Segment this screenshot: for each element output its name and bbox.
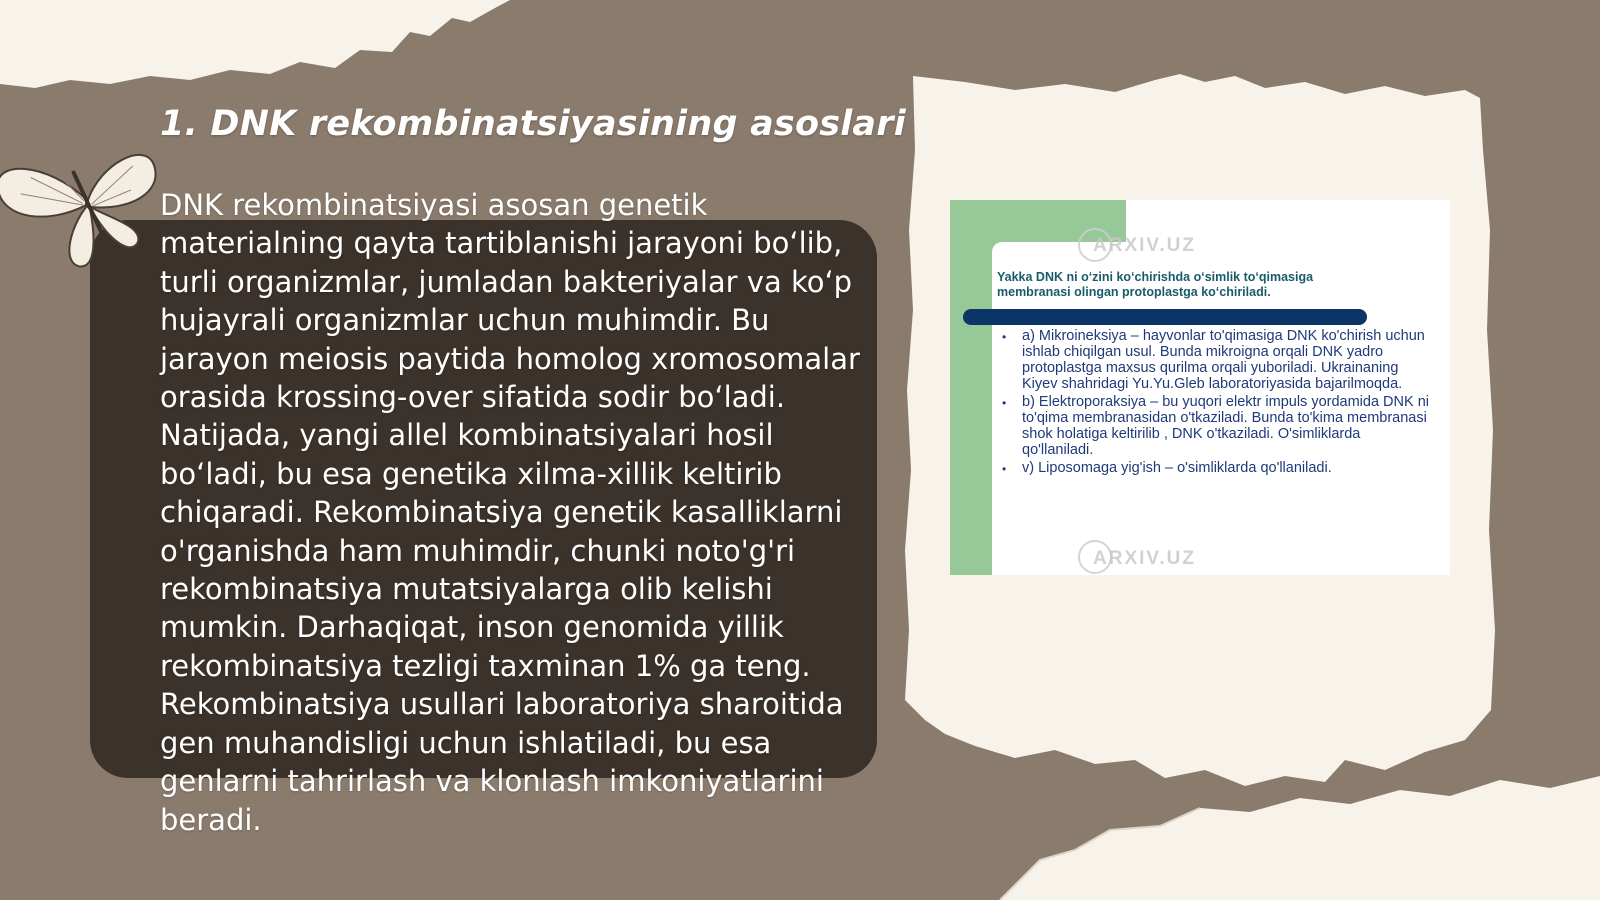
- embedded-list: [1002, 328, 1432, 478]
- embedded-list-item-text: b) Elektroporaksiya – bu yuqori elektr impuls yordamida DNK ni to'qima membranasidan o'tkaziladi. Bunda to'kima membranasi shok holatiga keltirilib , DNK o'tkaziladi. O'simliklarda qo'llaniladi.: [1022, 394, 1429, 458]
- embedded-heading: Yakka DNK ni o‘zini ko‘chirishda o‘simlik to‘qimasiga membranasi olingan protoplastga ko‘chiriladi.: [997, 270, 1314, 299]
- embedded-slide: [950, 200, 1450, 575]
- embedded-list-item: [1002, 394, 1432, 458]
- watermark-bottom: ARXIV.UZ: [1093, 548, 1196, 569]
- butterfly-icon: [0, 110, 170, 280]
- embedded-list-item: [1002, 328, 1432, 392]
- slide-body-text: DNK rekombinatsiyasi asosan genetik materialning qayta tartiblanishi jarayoni bo‘lib, turli organizmlar, jumladan bakteriyalar va ko‘p hujayrali organizmlar uchun muhimdir. Bu jarayon meiosis paytida homolog xromosomalar orasida krossing-over sifatida sodir bo‘ladi. Natijada, yangi allel kombinatsiyalari hosil bo‘ladi, bu esa genetika xilma-xillik keltirib chiqaradi. Rekombinatsiya genetik kasalliklarni o'rganishda ham muhimdir, chunki noto'g'ri rekombinatsiya mutatsiyalarga olib kelishi mumkin. Darhaqiqat, inson genomida yillik rekombinatsiya tezligi taxminan 1% ga teng. Rekombinatsiya usullari laboratoriya sharoitida gen muhandisligi uchun ishlatiladi, bu esa genlarni tahrirlash va klonlash imkoniyatlarini beradi.: [160, 188, 860, 837]
- bullet-icon: •: [1002, 462, 1007, 476]
- bullet-icon: •: [1002, 330, 1007, 344]
- embedded-divider-bar: [963, 309, 1367, 325]
- bullet-icon: •: [1002, 396, 1007, 410]
- watermark-top: ARXIV.UZ: [1093, 235, 1196, 256]
- embedded-list-item-text: v) Liposomaga yig'ish – o'simliklarda qo'llaniladi.: [1022, 460, 1332, 476]
- embedded-list-item-text: a) Mikroineksiya – hayvonlar to'qimasiga DNK ko'chirish uchun ishlab chiqilgan usul. Bunda mikroigna orqali DNK yadro protoplastga maxsus qurilma orqali yuboriladi. Ukrainaning Kiyev shahridagi Yu.Yu.Gleb laboratoriyasida bajarilmoqda.: [1022, 328, 1425, 392]
- slide-title: 1. DNK rekombinatsiyasining asoslari: [160, 104, 906, 144]
- embedded-list-item: [1002, 460, 1432, 476]
